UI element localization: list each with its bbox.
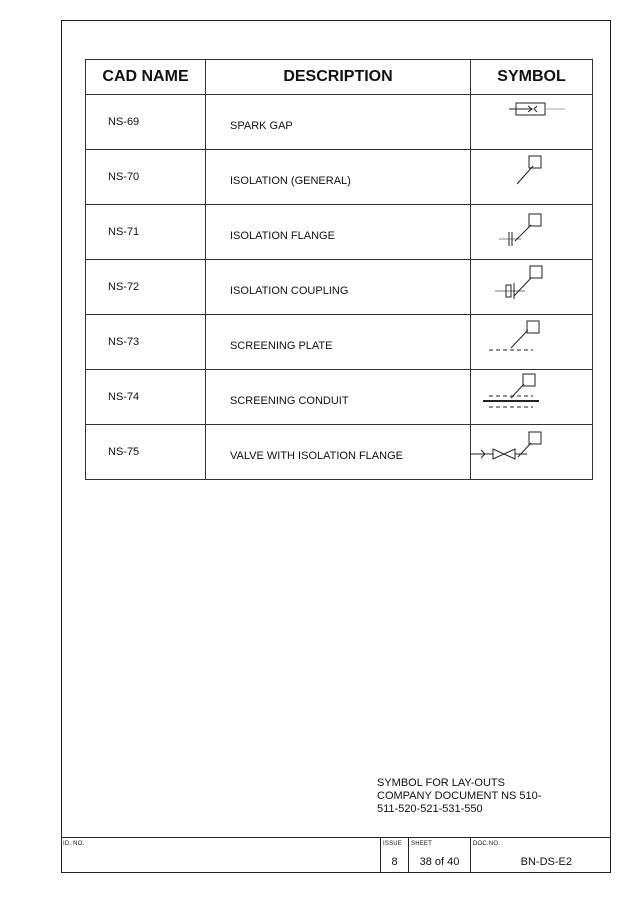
symbol-cell xyxy=(471,315,593,370)
description-cell: SPARK GAP xyxy=(206,95,471,150)
cad-name-cell: NS-72 xyxy=(86,260,206,315)
cad-name-cell: NS-70 xyxy=(86,150,206,205)
footer-issue-cell xyxy=(380,838,408,873)
issue-value: 8 xyxy=(391,856,398,868)
doc-value: BN-DS-E2 xyxy=(520,856,572,868)
title-line-3: 511-520-521-531-550 xyxy=(377,803,483,815)
isolation-general-icon xyxy=(471,150,593,196)
table-row xyxy=(86,150,593,205)
sheet-label: SHEET xyxy=(411,841,433,847)
description-cell: SCREENING CONDUIT xyxy=(206,370,471,425)
footer-bar xyxy=(61,837,611,873)
description-cell: ISOLATION COUPLING xyxy=(206,260,471,315)
screening-plate-icon xyxy=(471,315,593,361)
description-cell: ISOLATION FLANGE xyxy=(206,205,471,260)
table-header-row xyxy=(86,60,593,95)
symbol-cell xyxy=(471,370,593,425)
table-row xyxy=(86,95,593,150)
footer-sheet-cell xyxy=(408,838,470,873)
footer-doc-cell xyxy=(470,838,610,873)
valve-isolation-flange-icon xyxy=(471,425,593,471)
symbol-cell xyxy=(471,425,593,480)
issue-label: ISSUE xyxy=(383,841,403,847)
title-block xyxy=(377,777,541,816)
cad-name-cell: NS-69 xyxy=(86,95,206,150)
cad-name-cell: NS-71 xyxy=(86,205,206,260)
table-row xyxy=(86,260,593,315)
header-description: DESCRIPTION xyxy=(206,60,471,95)
symbol-cell xyxy=(471,260,593,315)
table-row xyxy=(86,370,593,425)
description-cell: VALVE WITH ISOLATION FLANGE xyxy=(206,425,471,480)
symbol-cell xyxy=(471,95,593,150)
title-line-1: SYMBOL FOR LAY-OUTS xyxy=(377,777,505,789)
cad-name-cell: NS-74 xyxy=(86,370,206,425)
sheet-value: 38 of 40 xyxy=(419,856,460,868)
description-cell: SCREENING PLATE xyxy=(206,315,471,370)
symbol-cell xyxy=(471,150,593,205)
description-cell: ISOLATION (GENERAL) xyxy=(206,150,471,205)
id-label: ID. NO. xyxy=(63,841,85,847)
doc-label: DOC.NO. xyxy=(473,841,501,847)
title-line-2: COMPANY DOCUMENT NS 510- xyxy=(377,790,542,802)
header-cad-name: CAD NAME xyxy=(86,60,206,95)
table-row xyxy=(86,315,593,370)
symbol-cell xyxy=(471,205,593,260)
table-row xyxy=(86,425,593,480)
header-symbol: SYMBOL xyxy=(471,60,593,95)
spark-gap-icon xyxy=(471,95,593,141)
table-row xyxy=(86,205,593,260)
footer-id-cell xyxy=(61,838,380,873)
cad-name-cell: NS-73 xyxy=(86,315,206,370)
cad-name-cell: NS-75 xyxy=(86,425,206,480)
isolation-coupling-icon xyxy=(471,260,593,306)
symbol-table xyxy=(85,59,593,480)
isolation-flange-icon xyxy=(471,205,593,251)
screening-conduit-icon xyxy=(471,370,593,416)
